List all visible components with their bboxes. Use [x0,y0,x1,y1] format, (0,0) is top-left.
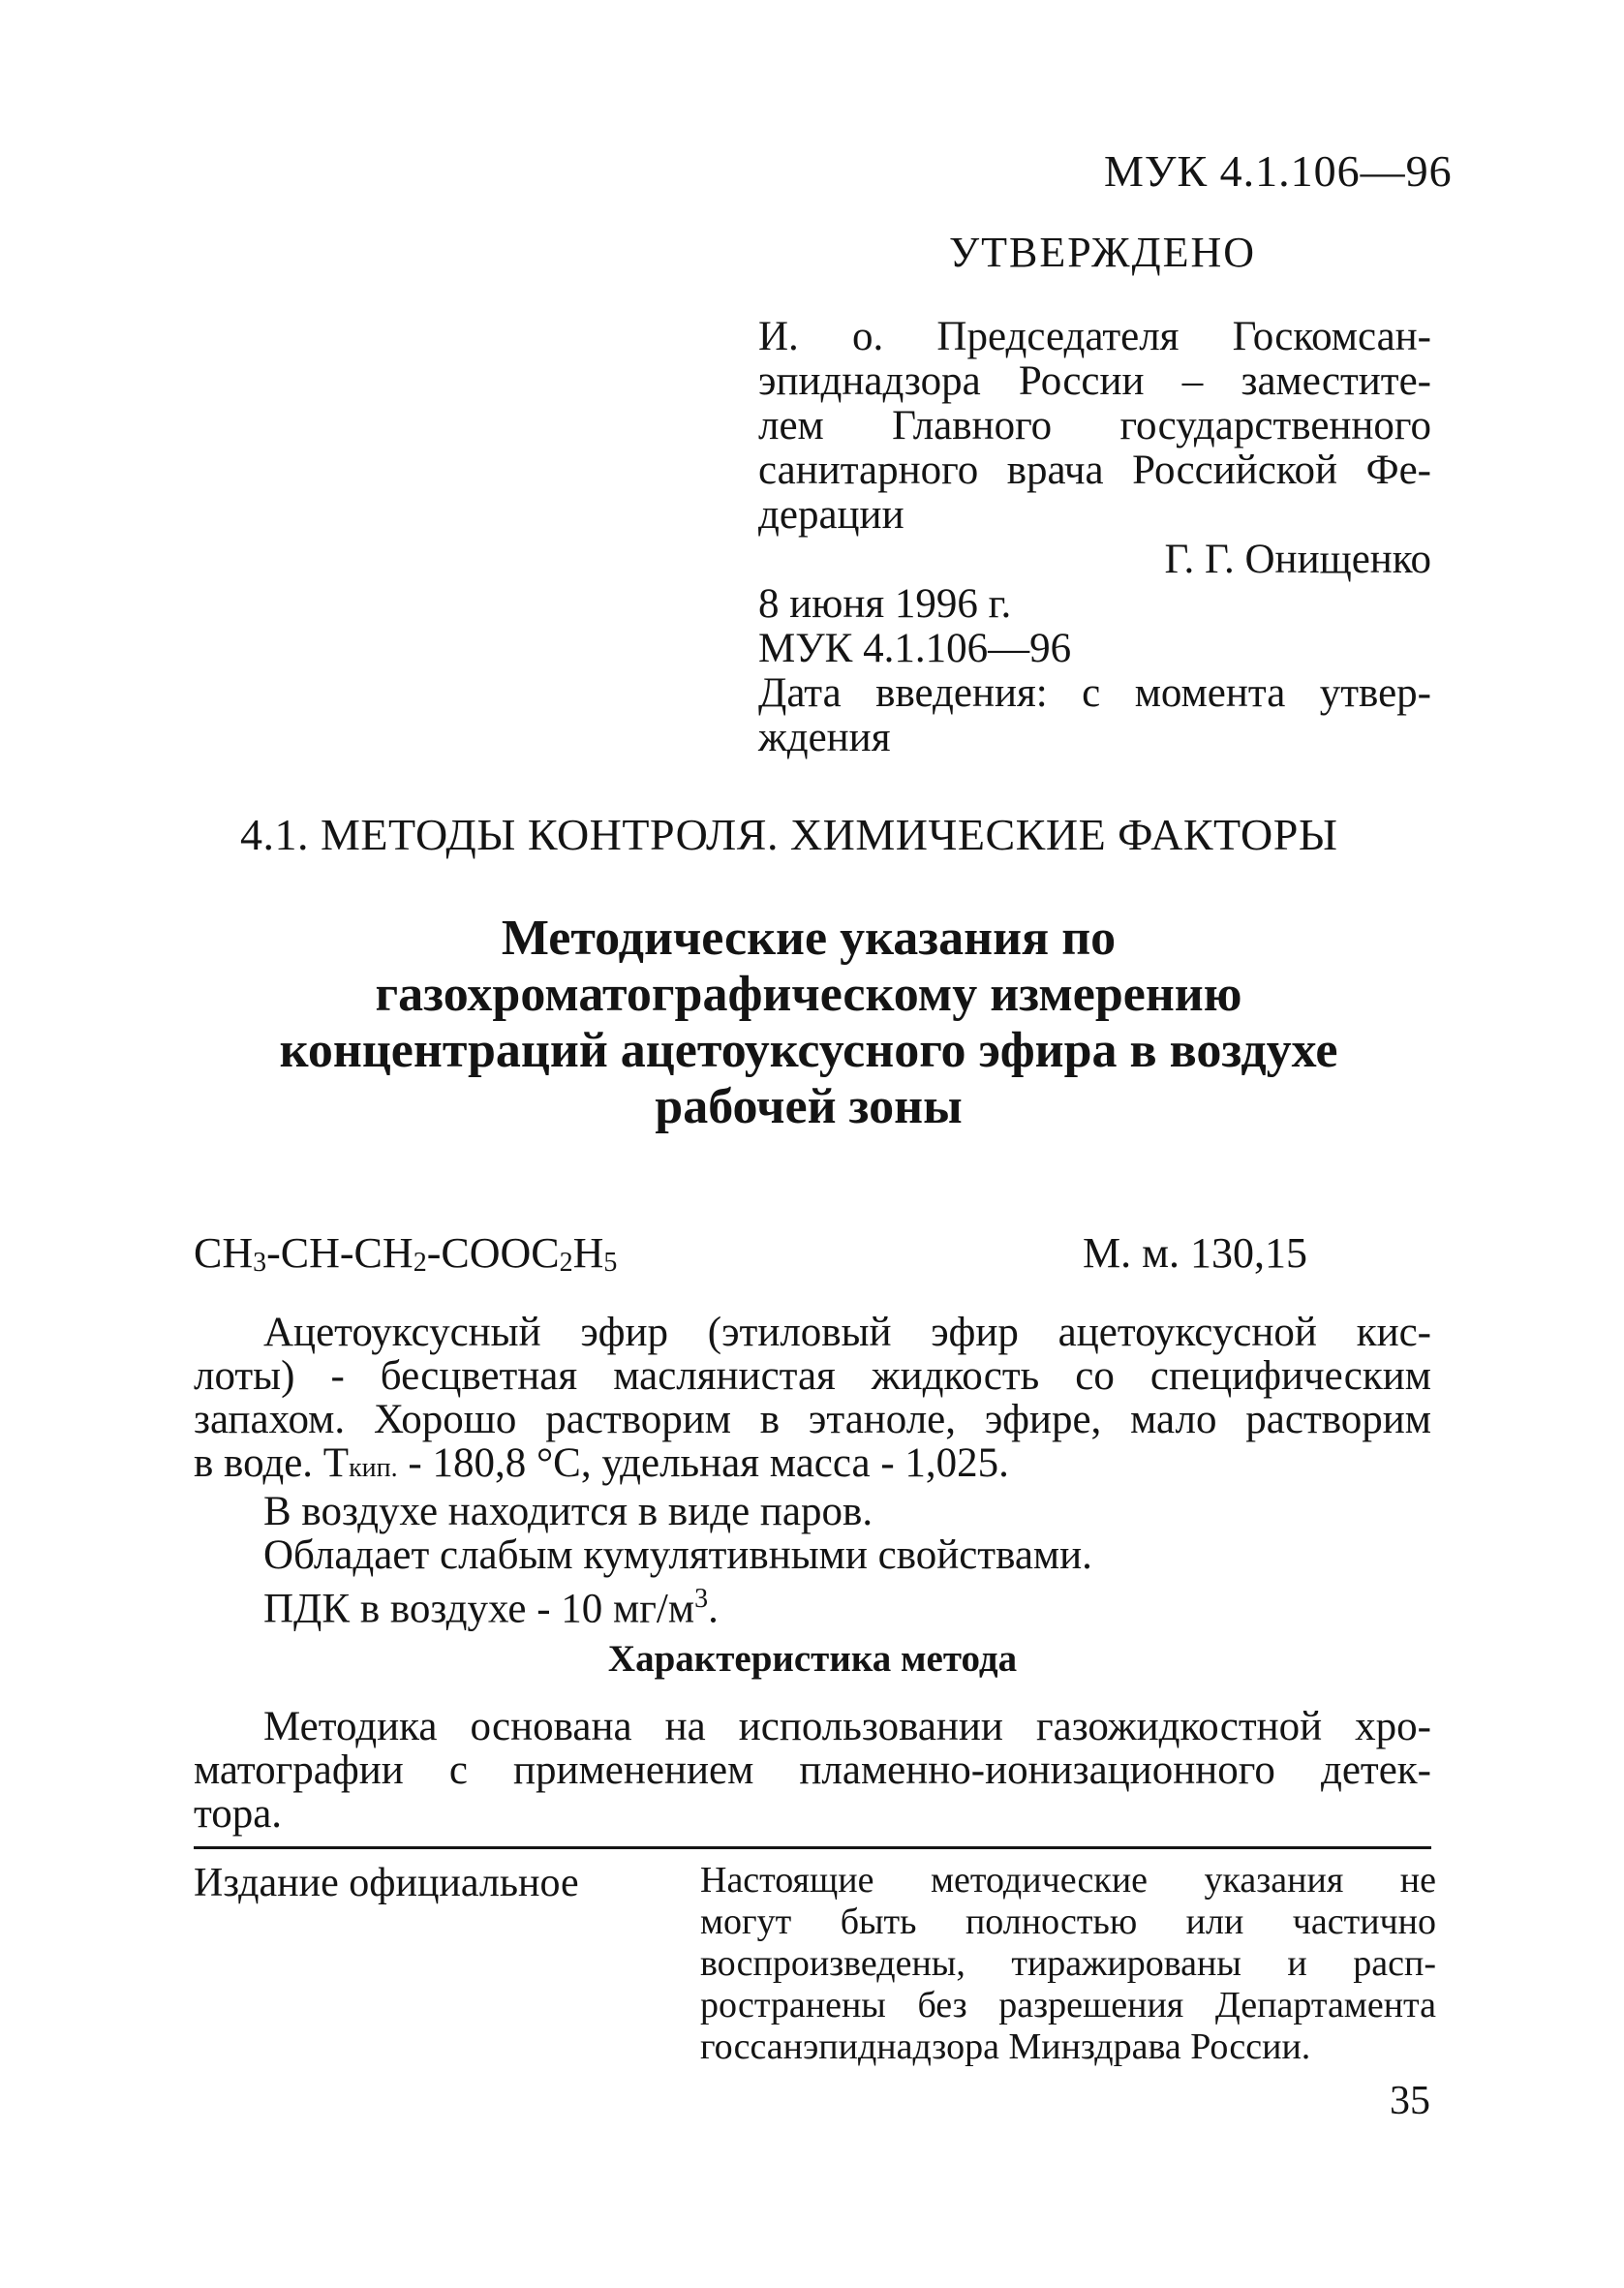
method-heading: Характеристика метода [607,1638,1018,1680]
title-line: рабочей зоны [655,1079,963,1134]
effective-date-line: ждения [758,715,891,760]
approval-line: санитарного врача Российской Фе- [758,448,1431,493]
document-code: МУК 4.1.106—96 [1104,146,1453,196]
formula-subscript: 2 [413,1248,427,1278]
approval-line: И. о. Председателя Госкомсан- [758,314,1431,359]
notice-line: госсанэпиднадзора Минздрава России. [700,2026,1311,2067]
notice-line: Настоящие методические указания не [700,1860,1436,1901]
approval-line: лем Главного государственного [758,403,1431,448]
chemical-formula [194,1228,617,1279]
approval-signatory: Г. Г. Онищенко [1164,537,1431,582]
title-line: концентраций ацетоуксусного эфира в воздухе [279,1023,1338,1078]
method-text [194,1705,1431,1836]
bp-subscript: кип. [349,1453,398,1483]
method-line: матографии с применением пламенно-ионизационного детек- [194,1747,1431,1793]
formula-part: -COOC [426,1229,560,1277]
title-line: Методические указания по [501,911,1117,966]
approved-stamp: УТВЕРЖДЕНО [949,229,1257,276]
description-line: лоты) - бесцветная маслянистая жидкость со специфическим [194,1353,1431,1399]
formula-part: CH [194,1229,254,1277]
description-line: запахом. Хорошо растворим в этаноле, эфире, мало растворим [194,1397,1431,1442]
approval-date: 8 июня 1996 г. [758,581,1012,627]
method-line: тора. [194,1791,283,1837]
formula-part: H [572,1229,604,1277]
section-title: 4.1. МЕТОДЫ КОНТРОЛЯ. ХИМИЧЕСКИЕ ФАКТОРЫ [240,810,1338,859]
formula-subscript: 3 [253,1248,267,1278]
page-number: 35 [1390,2079,1430,2123]
formula-subscript: 2 [559,1248,573,1278]
description-line: Ацетоуксусный эфир (этиловый эфир ацетоуксусной кис- [263,1310,1431,1355]
pdk-line [194,1577,1431,1630]
notice-line: ространены без разрешения Департамента [700,1985,1436,2025]
vapour-line: В воздухе находится в виде паров. [263,1489,873,1534]
effective-date-line: Дата введения: с момента утвер- [758,670,1431,716]
bp-prefix: в воде. Т [194,1440,350,1486]
bp-suffix: - 180,8 °С, удельная масса - 1,025. [397,1440,1009,1486]
boiling-point-line [194,1441,1431,1490]
formula-part: -CH-CH [266,1229,414,1277]
pdk-suffix: . [708,1586,719,1632]
molecular-mass: М. м. 130,15 [1083,1229,1307,1277]
approval-line: эпиднадзора России – заместите- [758,358,1431,404]
document-title [145,911,1472,1135]
pdk-prefix: ПДК в воздухе - 10 мг/м [263,1586,695,1632]
notice-line: воспроизведены, тиражированы и расп- [700,1943,1436,1984]
notice-line: могут быть полностью или частично [700,1902,1436,1942]
title-line: газохроматографическому измерению [375,967,1242,1022]
pdk-superscript: 3 [694,1584,709,1614]
edition-label: Издание официальное [194,1861,579,1905]
approval-block [758,315,1431,760]
footer-divider [194,1846,1431,1849]
cumulative-line: Обладает слабым кумулятивными свойствами. [263,1532,1092,1578]
approval-line: дерации [758,492,904,538]
approval-code: МУК 4.1.106—96 [758,626,1072,671]
substance-description [194,1311,1431,1630]
copyright-notice [700,1860,1436,2068]
formula-subscript: 5 [603,1248,618,1278]
method-line: Методика основана на использовании газожидкостной хро- [263,1704,1431,1749]
